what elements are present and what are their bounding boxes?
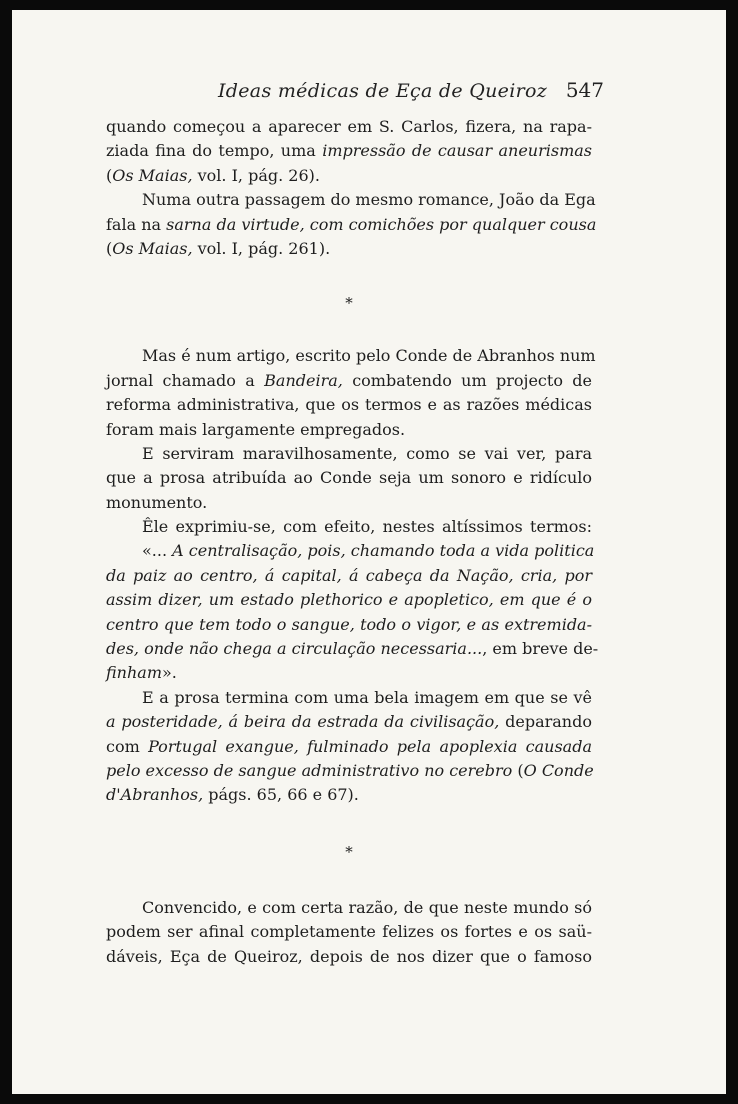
text-line: foram mais largamente empregados. [106, 419, 406, 439]
quote-line: centro que tem todo o sangue, todo o vigor, e as extremida- [106, 614, 592, 634]
text-line: (Os Maias, vol. I, pág. 261). [106, 238, 331, 258]
body-text [106, 115, 599, 969]
paragraph [106, 188, 597, 261]
text-line: ziada fina do tempo, uma impressão de causar aneurismas [106, 141, 593, 161]
paragraph [106, 515, 599, 686]
text-line: pelo excesso de sangue administrativo no cerebro (O Conde [106, 760, 594, 780]
text-line: que a prosa atribuída ao Conde seja um sonoro e ridículo [106, 468, 592, 488]
text-line: Êle exprimiu-se, com efeito, nestes altíssimos termos: [142, 517, 592, 537]
text-line: Convencido, e com certa razão, de que neste mundo só [142, 897, 592, 917]
text-line: podem ser afinal completamente felizes os fortes e os saü- [106, 922, 592, 942]
text-line: reforma administrativa, que os termos e as razões médicas [106, 395, 592, 415]
paragraph [106, 344, 596, 442]
section-separator: * [345, 294, 353, 313]
paragraph [106, 686, 592, 808]
text-line: dáveis, Eça de Queiroz, depois de nos dizer que o famoso [106, 946, 592, 966]
text-line: E a prosa termina com uma bela imagem em que se vê [142, 687, 592, 707]
text-line: Numa outra passagem do mesmo romance, João da Ega [142, 190, 596, 210]
text-line: (Os Maias, vol. I, pág. 26). [106, 165, 320, 185]
text-line: E serviram maravilhosamente, como se vai ver, para [142, 443, 592, 463]
text-line: d'Abranhos, págs. 65, 66 e 67). [106, 785, 359, 805]
paragraph [106, 115, 592, 188]
quote-line: «... A centralisação, pois, chamando toda a vida politica [142, 541, 595, 561]
quote-line: assim dizer, um estado plethorico e apopletico, em que é o [106, 590, 592, 610]
page-number: 547 [565, 78, 604, 102]
text-line: fala na sarna da virtude, com comichões por qualquer cousa [106, 214, 597, 234]
text-line: quando começou a aparecer em S. Carlos, fizera, na rapa- [106, 117, 592, 136]
running-title: Ideas médicas de Eça de Queiroz [218, 80, 548, 102]
text-line: monumento. [106, 492, 208, 512]
text-line: a posteridade, á beira da estrada da civilisação, deparando [106, 712, 592, 732]
text-line: com Portugal exangue, fulminado pela apoplexia causada [106, 736, 592, 756]
quote-line: da paiz ao centro, á capital, á cabeça da Nação, cria, por [106, 565, 592, 585]
paragraph [106, 442, 592, 515]
quote-line: des, onde não chega a circulação necessaria..., em breve de- [106, 639, 599, 659]
text-line: jornal chamado a Bandeira, combatendo um projecto de [106, 370, 593, 390]
text-line: Mas é num artigo, escrito pelo Conde de Abranhos num [142, 346, 596, 366]
paragraph [106, 896, 592, 969]
section-separator: * [345, 842, 353, 861]
quote-line: finham». [106, 663, 177, 683]
